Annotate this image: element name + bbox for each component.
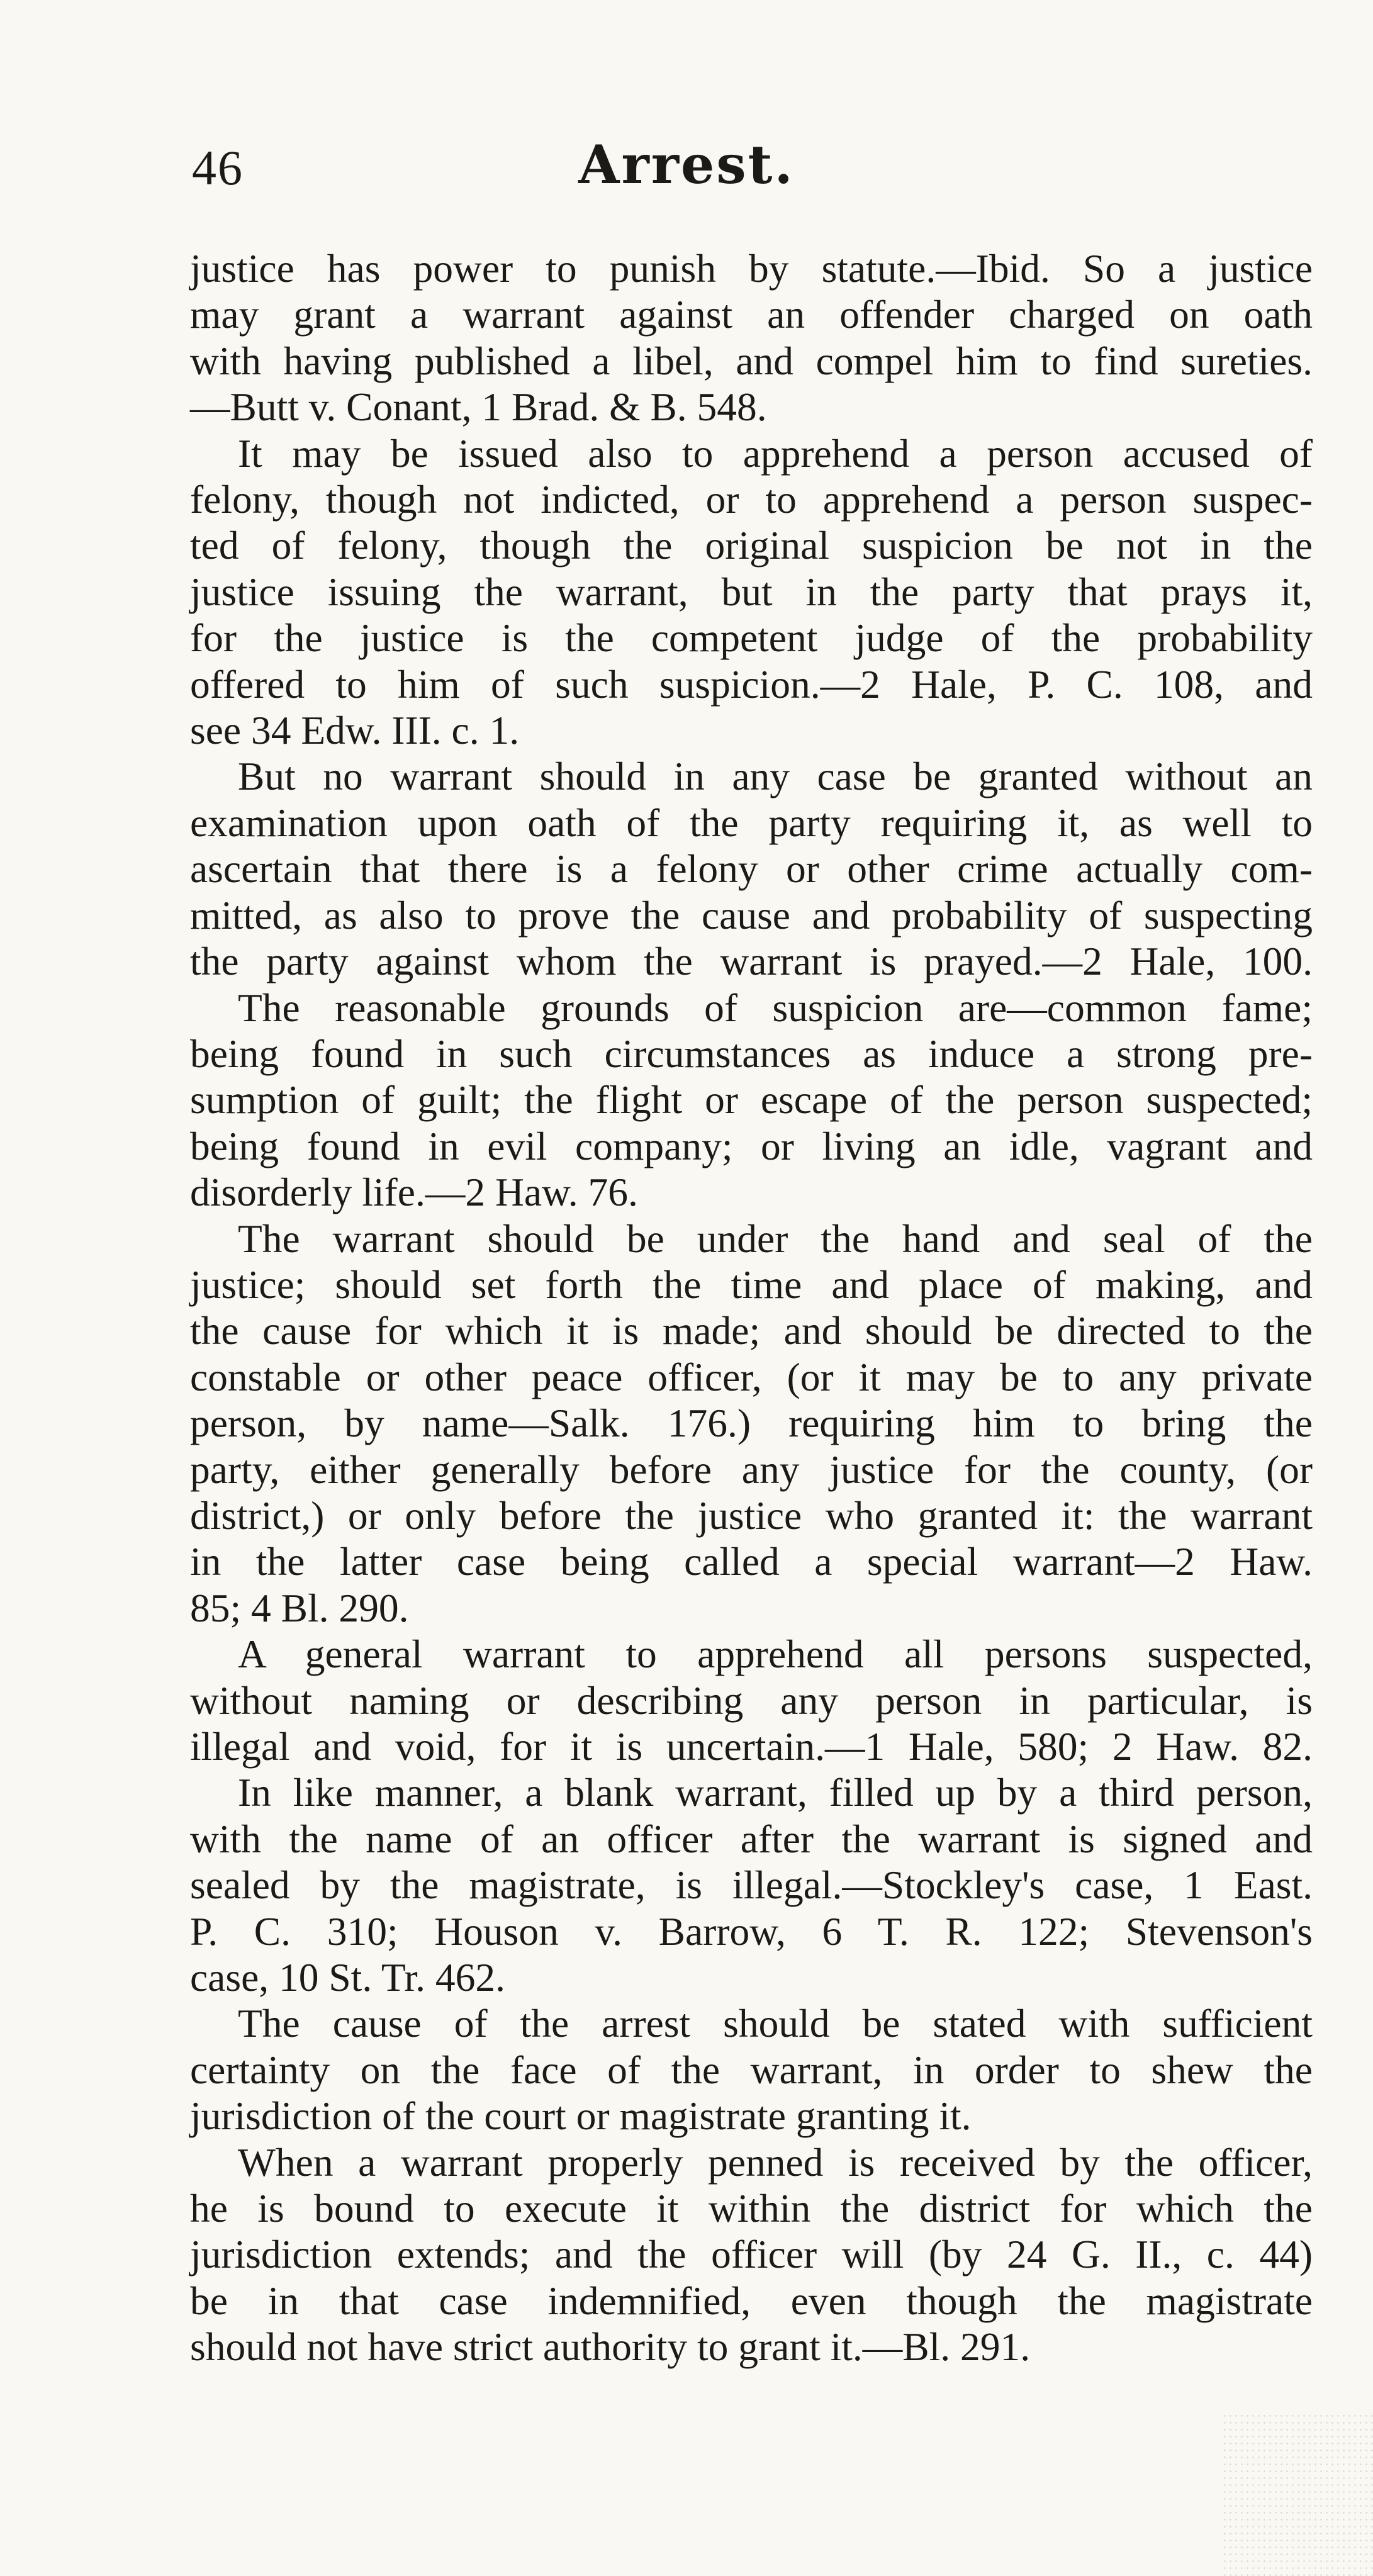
text-line: justice; should set forth the time and place of making, and [190, 1262, 1313, 1307]
text-line: in the latter case being called a special warrant—2 Haw. [190, 1539, 1313, 1584]
text-line: with having published a libel, and compel him to find sureties. [190, 338, 1313, 383]
text-line: be in that case indemnified, even though the magistrate [190, 2278, 1313, 2323]
running-head: Arrest. [578, 133, 795, 196]
text-line: The reasonable grounds of suspicion are—common fame; [238, 985, 1313, 1030]
page-number: 46 [192, 140, 244, 195]
text-line: justice has power to punish by statute.—Ibid. So a justice [190, 246, 1313, 291]
text-line: see 34 Edw. III. c. 1. [190, 708, 520, 753]
text-line: for the justice is the competent judge of the probability [190, 615, 1313, 661]
paper-speckle [1222, 2412, 1373, 2576]
text-line: The cause of the arrest should be stated with sufficient [238, 2001, 1313, 2046]
text-line: The warrant should be under the hand and seal of the [238, 1216, 1313, 1261]
text-line: It may be issued also to apprehend a person accused of [238, 430, 1313, 476]
text-line: ted of felony, though the original suspicion be not in the [190, 523, 1313, 568]
text-line: with the name of an officer after the warrant is signed and [190, 1816, 1313, 1861]
text-line: being found in such circumstances as induce a strong pre- [190, 1031, 1313, 1076]
text-line: person, by name—Salk. 176.) requiring him to bring the [190, 1401, 1313, 1446]
text-line: disorderly life.—2 Haw. 76. [190, 1170, 638, 1215]
text-line: he is bound to execute it within the district for which the [190, 2186, 1313, 2231]
text-line: In like manner, a blank warrant, filled up by a third person, [238, 1770, 1313, 1815]
text-line: may grant a warrant against an offender charged on oath [190, 292, 1313, 337]
text-line: A general warrant to apprehend all persons suspected, [238, 1632, 1313, 1677]
text-line: without naming or describing any person in particular, is [190, 1677, 1313, 1723]
text-line: being found in evil company; or living an idle, vagrant and [190, 1123, 1313, 1168]
text-line: the cause for which it is made; and should be directed to the [190, 1308, 1313, 1353]
text-line: party, either generally before any justice for the county, (or [190, 1447, 1313, 1492]
text-line: sealed by the magistrate, is illegal.—Stockley's case, 1 East. [190, 1862, 1313, 1908]
body-text [190, 245, 1313, 2370]
text-line: examination upon oath of the party requiring it, as well to [190, 800, 1313, 845]
text-line: —Butt v. Conant, 1 Brad. & B. 548. [190, 384, 767, 430]
text-line: offered to him of such suspicion.—2 Hale, P. C. 108, and [190, 661, 1313, 707]
text-line: constable or other peace officer, (or it may be to any private [190, 1354, 1313, 1399]
text-line: justice issuing the warrant, but in the party that prays it, [190, 569, 1313, 614]
text-line: P. C. 310; Houson v. Barrow, 6 T. R. 122; Stevenson's [190, 1908, 1313, 1954]
text-line: jurisdiction of the court or magistrate granting it. [190, 2093, 972, 2139]
text-line: case, 10 St. Tr. 462. [190, 1955, 506, 2000]
text-line: should not have strict authority to grant it.—Bl. 291. [190, 2324, 1031, 2370]
text-line: 85; 4 Bl. 290. [190, 1585, 409, 1630]
text-line: But no warrant should in any case be granted without an [238, 754, 1313, 799]
text-line: district,) or only before the justice who granted it: the warrant [190, 1492, 1313, 1538]
text-line: mitted, as also to prove the cause and probability of suspecting [190, 892, 1313, 938]
text-line: sumption of guilt; the flight or escape of the person suspected; [190, 1077, 1313, 1123]
text-line: illegal and void, for it is uncertain.—1 Hale, 580; 2 Haw. 82. [190, 1724, 1313, 1769]
text-line: jurisdiction extends; and the officer will (by 24 G. II., c. 44) [190, 2232, 1313, 2277]
text-line: ascertain that there is a felony or other crime actually com- [190, 846, 1313, 892]
text-line: When a warrant properly penned is received by the officer, [238, 2139, 1313, 2185]
text-line: certainty on the face of the warrant, in order to shew the [190, 2047, 1313, 2092]
text-line: felony, though not indicted, or to apprehend a person suspec- [190, 477, 1313, 522]
text-line: the party against whom the warrant is prayed.—2 Hale, 100. [190, 939, 1313, 984]
